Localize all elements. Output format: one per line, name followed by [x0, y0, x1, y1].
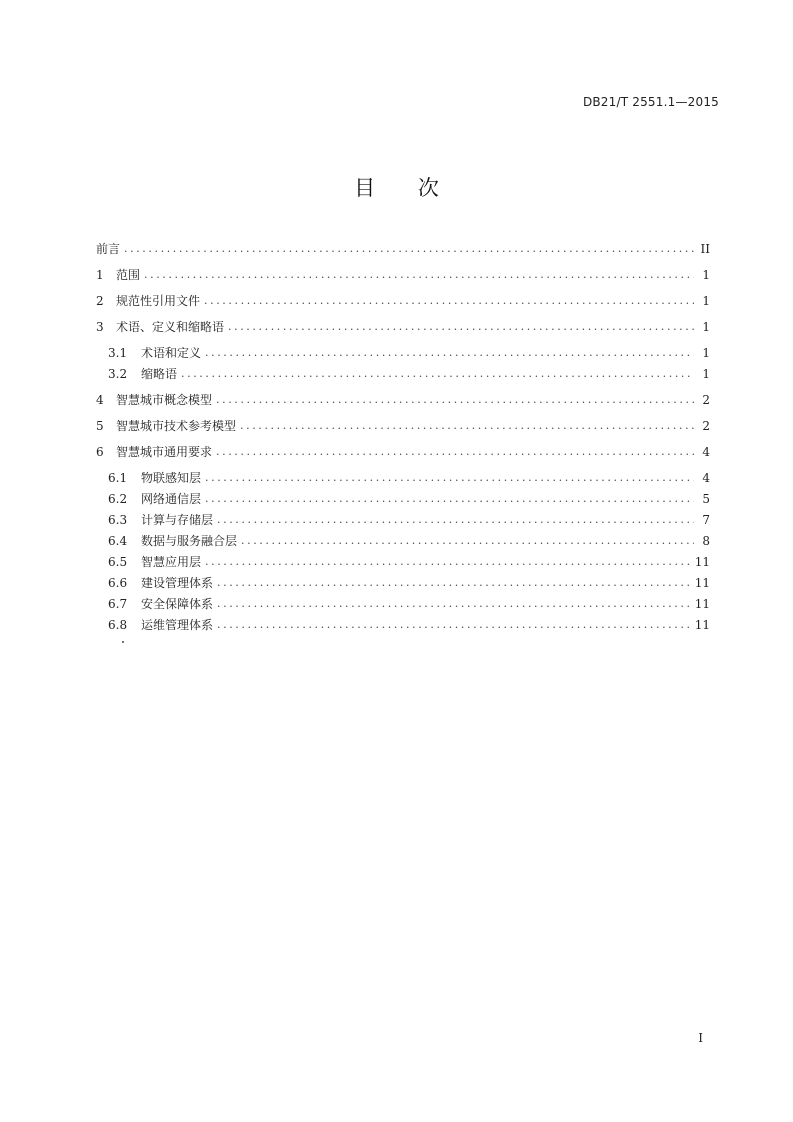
toc-leader-dots	[241, 532, 694, 550]
page-title: 目 次	[354, 176, 457, 200]
toc-leader-dots	[240, 417, 694, 435]
toc-entry-page: 2	[702, 419, 710, 433]
toc-entry-section-6-5[interactable]	[108, 553, 710, 571]
toc-leader-dots	[217, 574, 691, 592]
toc-leader-dots	[216, 391, 694, 409]
toc-entry-section-6-2[interactable]	[108, 490, 710, 508]
toc-entry-page: 4	[702, 445, 710, 459]
toc-entry-number: 4	[96, 393, 104, 407]
toc-leader-dots	[228, 318, 694, 336]
toc-leader-dots	[124, 240, 694, 258]
toc-entry-page: 11	[694, 618, 710, 632]
toc-entry-label: 安全保障体系	[141, 597, 214, 611]
toc-entry-section-6-1[interactable]	[108, 469, 710, 487]
toc-leader-dots	[204, 292, 694, 310]
toc-entry-label: 范围	[116, 268, 141, 282]
toc-entry-section-6-6[interactable]	[108, 574, 710, 592]
toc-leader-dots	[205, 344, 694, 362]
toc-entry-label: 智慧城市技术参考模型	[116, 419, 237, 433]
toc-entry-section-6-4[interactable]	[108, 532, 710, 550]
toc-entry-number: 2	[96, 294, 104, 308]
toc-entry-section-6-3[interactable]	[108, 511, 710, 529]
toc-entry-number: 6.3	[108, 513, 128, 527]
toc-entry-number: 3	[96, 320, 104, 334]
toc-entry-number: 6.5	[108, 555, 128, 569]
toc-leader-dots	[205, 469, 694, 487]
toc-leader-dots	[217, 616, 691, 634]
toc-entry-number: 6.6	[108, 576, 128, 590]
toc-entry-section-6[interactable]	[96, 443, 710, 461]
toc-leader-dots	[181, 365, 694, 383]
toc-entry-label: 术语、定义和缩略语	[116, 320, 225, 334]
toc-entry-label: 运维管理体系	[141, 618, 214, 632]
toc-entry-label: 规范性引用文件	[116, 294, 201, 308]
toc-entry-section-3[interactable]	[96, 318, 710, 336]
toc-entry-page: 7	[702, 513, 710, 527]
toc-entry-section-6-7[interactable]	[108, 595, 710, 613]
toc-leader-dots	[217, 511, 694, 529]
toc-entry-page: 5	[702, 492, 710, 506]
toc-entry-section-2[interactable]	[96, 292, 710, 310]
page-number: I	[698, 1031, 703, 1045]
toc-entry-section-4[interactable]	[96, 391, 710, 409]
toc-entry-label: 缩略语	[141, 367, 178, 381]
toc-entry-label: 计算与存储层	[141, 513, 214, 527]
toc-leader-dots	[217, 595, 691, 613]
toc-entry-section-1[interactable]	[96, 266, 710, 284]
toc-entry-page: II	[700, 242, 710, 256]
toc-entry-page: 1	[702, 268, 710, 282]
toc-entry-label: 术语和定义	[141, 346, 202, 360]
toc-entry-label: 建设管理体系	[141, 576, 214, 590]
toc-entry-number: 5	[96, 419, 104, 433]
toc-entry-label: 物联感知层	[141, 471, 202, 485]
toc-entry-number: 6.1	[108, 471, 128, 485]
toc-entry-number: 6.8	[108, 618, 128, 632]
toc-entry-page: 8	[702, 534, 710, 548]
toc-entry-label: 前言	[96, 242, 121, 256]
toc-entry-page: 4	[702, 471, 710, 485]
toc-entry-page: 1	[702, 346, 710, 360]
toc-entry-label: 智慧城市通用要求	[116, 445, 213, 459]
toc-entry-page: 11	[694, 576, 710, 590]
toc-entry-label: 智慧应用层	[141, 555, 202, 569]
toc-leader-dots	[144, 266, 694, 284]
toc-entry-label: 网络通信层	[141, 492, 202, 506]
toc-entry-label: 数据与服务融合层	[141, 534, 238, 548]
toc-entry-section-5[interactable]	[96, 417, 710, 435]
toc-entry-section-3-2[interactable]	[108, 365, 710, 383]
toc-entry-page: 11	[694, 597, 710, 611]
toc-leader-dots	[205, 490, 694, 508]
toc-entry-label: 智慧城市概念模型	[116, 393, 213, 407]
toc-entry-number: 6.2	[108, 492, 128, 506]
toc-entry-page: 11	[694, 555, 710, 569]
toc-leader-dots	[216, 443, 694, 461]
toc-entry-foreword[interactable]	[96, 240, 710, 258]
toc-entry-number: 6	[96, 445, 104, 459]
stray-dot-mark	[122, 641, 124, 643]
toc-entry-number: 6.4	[108, 534, 128, 548]
toc-entry-page: 2	[702, 393, 710, 407]
toc-entry-page: 1	[702, 294, 710, 308]
toc-leader-dots	[205, 553, 691, 571]
toc-entry-number: 3.2	[108, 367, 128, 381]
toc-entry-section-6-8[interactable]	[108, 616, 710, 634]
toc-entry-number: 3.1	[108, 346, 128, 360]
toc-entry-page: 1	[702, 320, 710, 334]
toc-entry-page: 1	[702, 367, 710, 381]
toc-entry-number: 6.7	[108, 597, 128, 611]
toc-entry-section-3-1[interactable]	[108, 344, 710, 362]
toc-entry-number: 1	[96, 268, 104, 282]
document-code: DB21/T 2551.1—2015	[582, 95, 719, 109]
